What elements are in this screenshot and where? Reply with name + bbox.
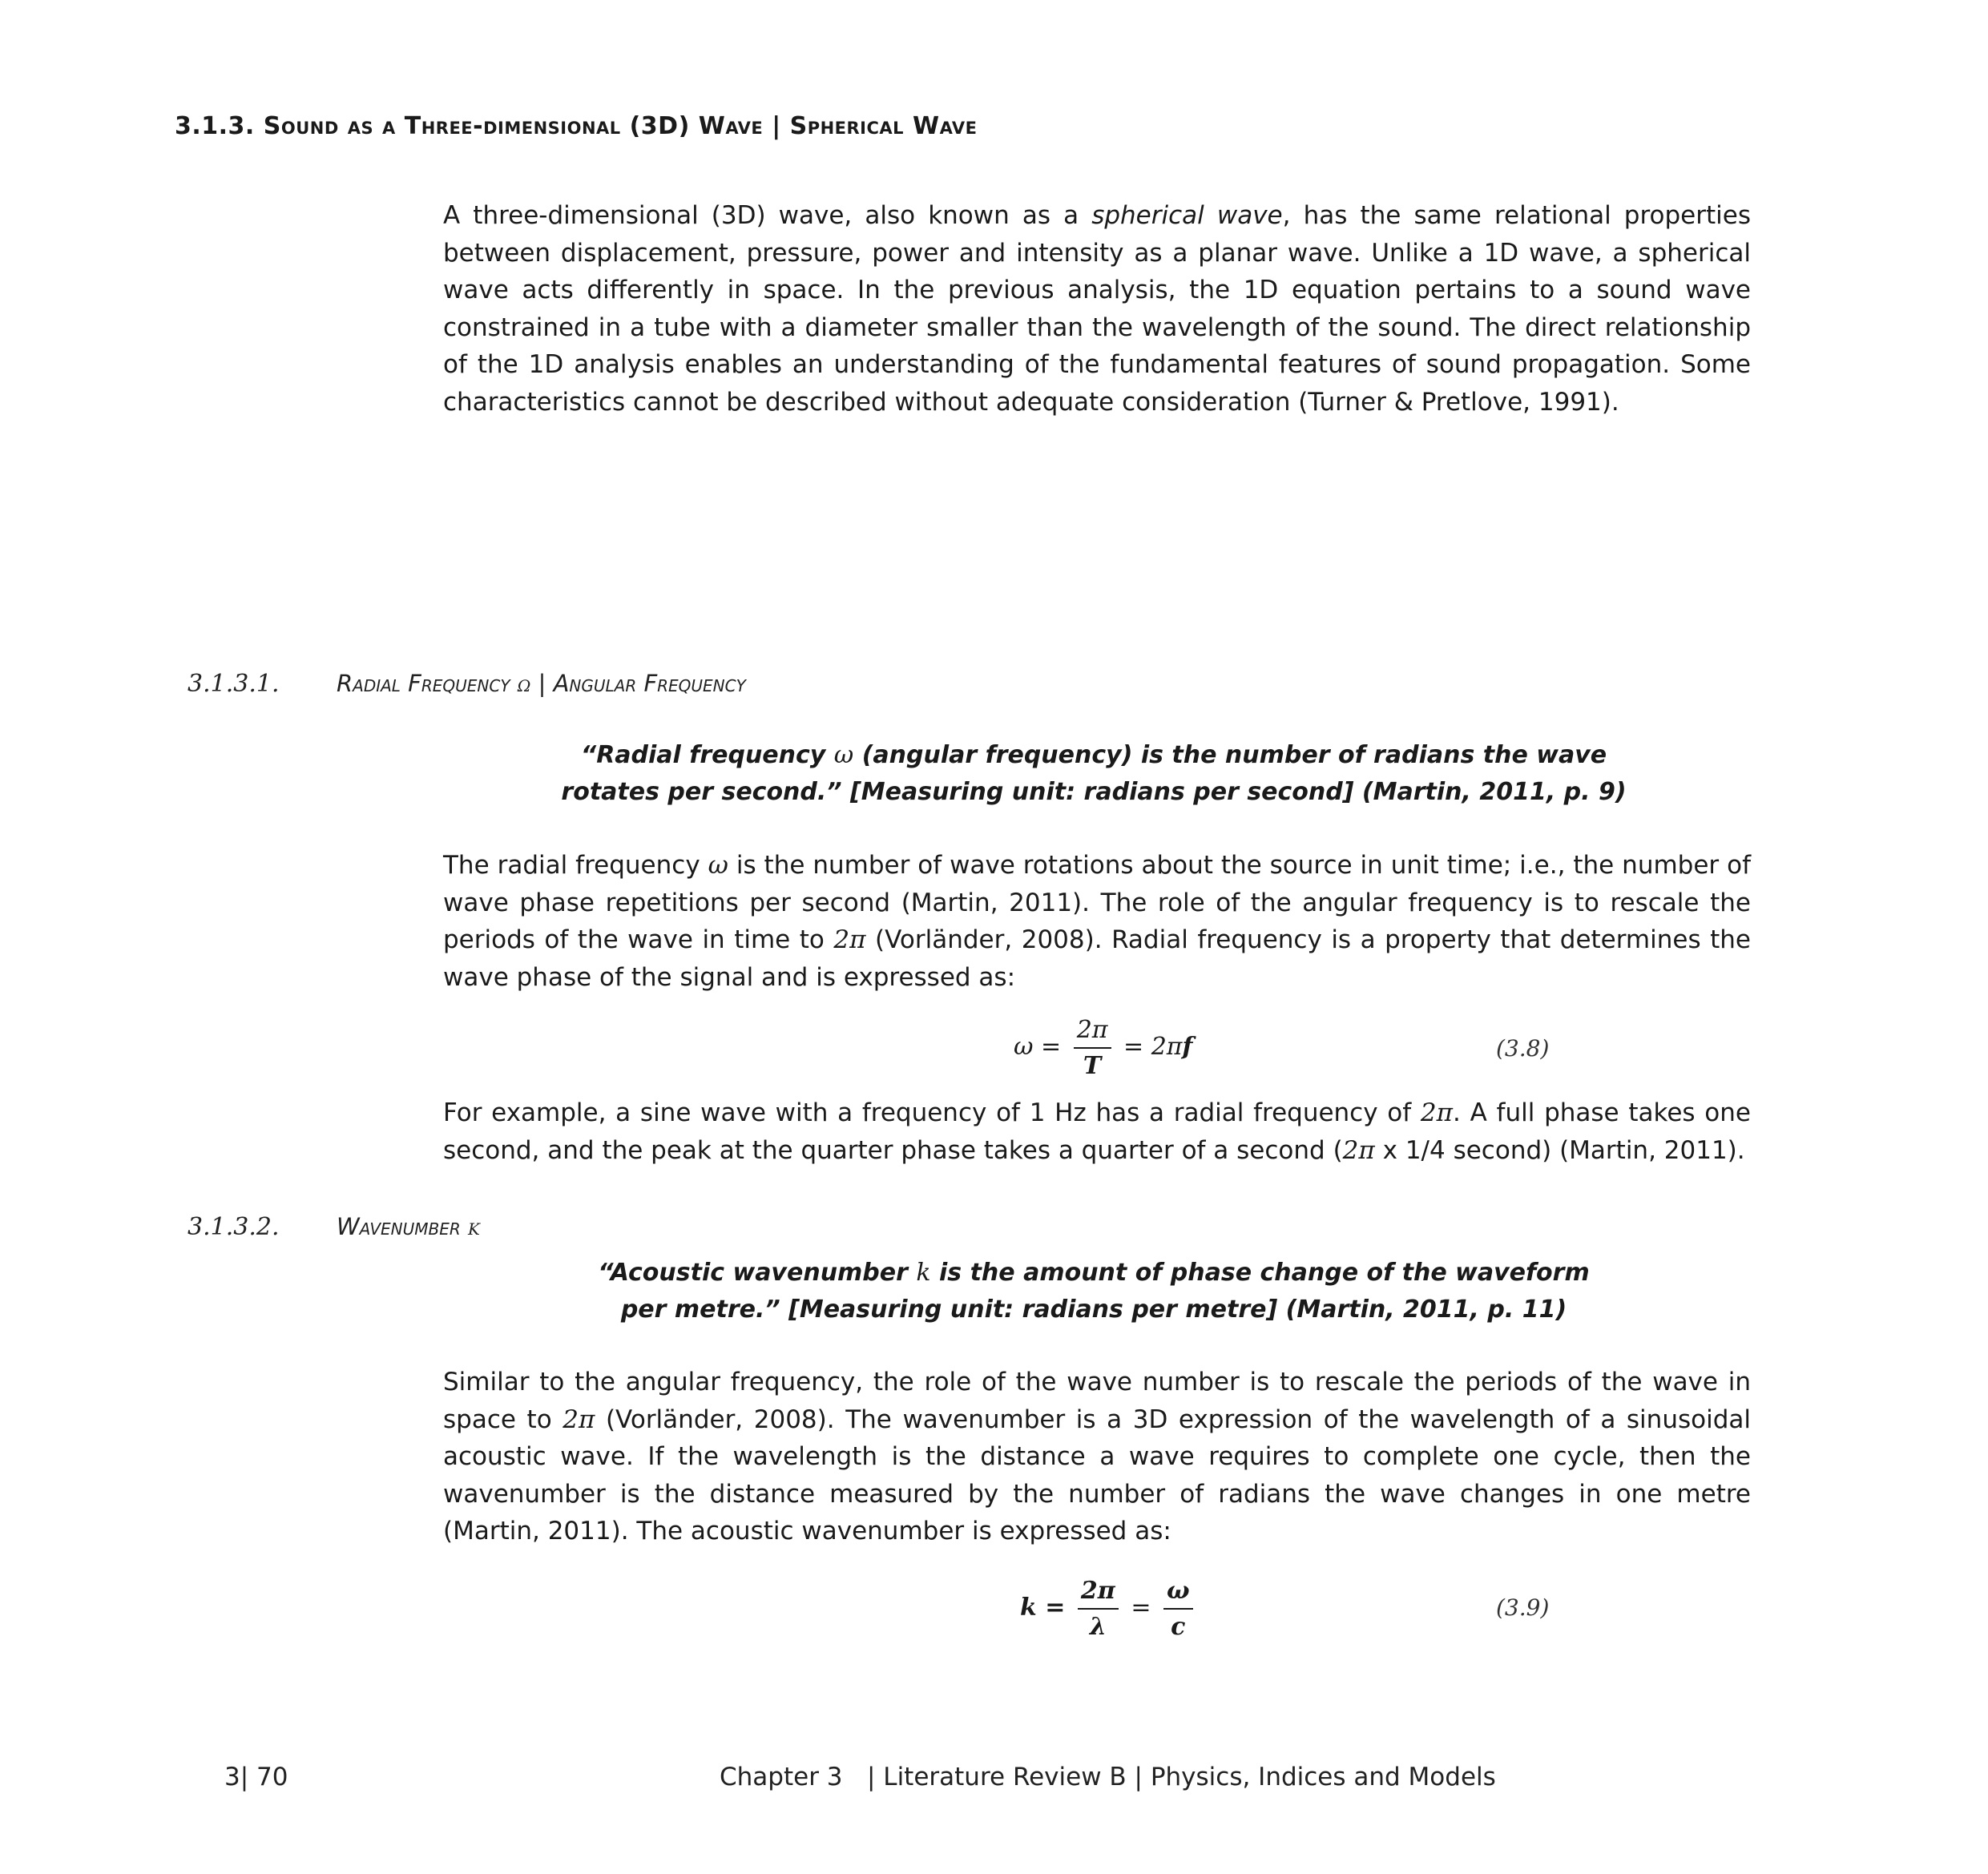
quote-2-text-a: “Acoustic wavenumber xyxy=(598,1259,917,1287)
eq39-denominator-1: λ xyxy=(1089,1613,1107,1641)
ex-2pi-2: 2π xyxy=(1342,1135,1375,1165)
ex-text-a: For example, a sine wave with a frequency of 1 Hz has a radial frequency of xyxy=(443,1098,1421,1127)
footer-chapter: Chapter 3 xyxy=(720,1763,843,1791)
eq38-numerator: 2π xyxy=(1074,1016,1111,1049)
quote-1-text-a: “Radial frequency xyxy=(580,741,834,769)
k-symbol: k xyxy=(468,1213,480,1240)
quote-1-line-2: rotates per second.” [Measuring unit: radians per second] (Martin, 2011, p. 9) xyxy=(561,778,1627,806)
ex-text-c: x 1/4 second) (Martin, 2011). xyxy=(1374,1135,1745,1165)
omega-symbol: ω xyxy=(517,670,531,697)
eq39-denominator-2: c xyxy=(1171,1613,1186,1641)
eq39-numerator-2: ω xyxy=(1163,1577,1193,1610)
quote-2-text-b: is the amount of phase change of the waveform xyxy=(930,1259,1590,1287)
equation-3-9-label: (3.9) xyxy=(1496,1594,1550,1621)
example-paragraph xyxy=(443,1094,1751,1169)
wavenumber-paragraph xyxy=(443,1364,1751,1550)
definition-quote-2 xyxy=(545,1255,1643,1328)
eq39-lhs: k = xyxy=(1020,1594,1066,1622)
intro-text-a: A three-dimensional (3D) wave, also known as a xyxy=(443,201,1092,230)
eq39-fraction-1 xyxy=(1078,1577,1119,1641)
definition-quote-1 xyxy=(545,737,1643,811)
rf-2pi: 2π xyxy=(833,925,866,954)
subsection-title-2-text: Wavenumber xyxy=(337,1213,461,1240)
ex-text-b: . A full phase takes one second, and the peak at the quarter phase takes a quarter of a second ( xyxy=(443,1098,1751,1165)
quote-2-line-1 xyxy=(545,1255,1643,1292)
eq38-rhs: = 2π xyxy=(1123,1033,1183,1061)
eq38-f: f xyxy=(1182,1033,1193,1061)
subsection-number-2: 3.1.3.2. xyxy=(188,1213,280,1241)
page-number: 3| 70 xyxy=(224,1763,288,1791)
rf-text-c: (Vorländer, 2008). Radial frequency is a property that determines the wave phase of the signal and is expressed as: xyxy=(443,925,1751,992)
equation-3-9 xyxy=(1020,1577,1198,1641)
intro-italic-term: spherical wave xyxy=(1091,201,1283,230)
quote-1-text-b: (angular frequency) is the number of radians the wave xyxy=(853,741,1607,769)
rf-omega: ω xyxy=(708,851,728,880)
subsection-number-1: 3.1.3.1. xyxy=(188,670,280,698)
subsection-title-1-b: | Angular Frequency xyxy=(538,670,746,697)
eq39-numerator-1: 2π xyxy=(1078,1577,1119,1610)
radial-frequency-paragraph xyxy=(443,847,1751,996)
eq39-equals: = xyxy=(1131,1594,1151,1622)
footer-title: | Literature Review B | Physics, Indices and Models xyxy=(867,1763,1496,1791)
wn-text-b: (Vorländer, 2008). The wavenumber is a 3D expression of the wavelength of a sinusoidal acoustic wave. If the wavelength is the distance a wave requires to complete one cycle, then the wavenumber is the distance measured by the number of radians the wave changes in one metre (Martin, 2011). The acoustic wavenumber is expressed as: xyxy=(443,1404,1751,1546)
section-heading: 3.1.3. Sound as a Three-dimensional (3D) Wave | Spherical Wave xyxy=(175,112,978,140)
intro-text-b: , has the same relational properties between displacement, pressure, power and intensity as a planar wave. Unlike a 1D wave, a spherical wave acts differently in space. In the previous analysis, the 1D equation pertains to a sound wave constrained in a tube with a diameter smaller than the wavelength of the sound. The direct relationship of the 1D analysis enables an understanding of the fundamental features of sound propagation. Some characteristics cannot be described without adequate consideration (Turner & Pretlove, 1991). xyxy=(443,201,1751,417)
intro-paragraph xyxy=(443,197,1751,421)
wn-2pi: 2π xyxy=(563,1404,595,1434)
eq38-denominator: T xyxy=(1083,1052,1102,1080)
subsection-title-1 xyxy=(337,670,746,697)
ex-2pi-1: 2π xyxy=(1420,1098,1454,1127)
rf-text-b: is the number of wave rotations about the source in unit time; i.e., the number of wave phase repetitions per second (Martin, 2011). The role of the angular frequency is to rescale the periods of the wave in time to xyxy=(443,851,1751,954)
quote-2-line-2: per metre.” [Measuring unit: radians per metre] (Martin, 2011, p. 11) xyxy=(620,1296,1567,1324)
quote-2-symbol: k xyxy=(916,1259,931,1287)
subsection-title-2 xyxy=(337,1213,480,1240)
equation-3-8-label: (3.8) xyxy=(1496,1035,1550,1062)
eq38-lhs: ω = xyxy=(1014,1033,1062,1061)
rf-text-a: The radial frequency xyxy=(443,851,708,880)
wn-text-a: Similar to the angular frequency, the role of the wave number is to rescale the periods of the wave in space to xyxy=(443,1368,1751,1434)
eq38-fraction xyxy=(1074,1016,1111,1080)
equation-3-8 xyxy=(1014,1016,1192,1080)
subsection-title-1-a: Radial Frequency xyxy=(337,670,510,697)
quote-1-line-1 xyxy=(545,737,1643,774)
eq39-fraction-2 xyxy=(1163,1577,1193,1641)
quote-1-symbol: ω xyxy=(833,741,854,769)
